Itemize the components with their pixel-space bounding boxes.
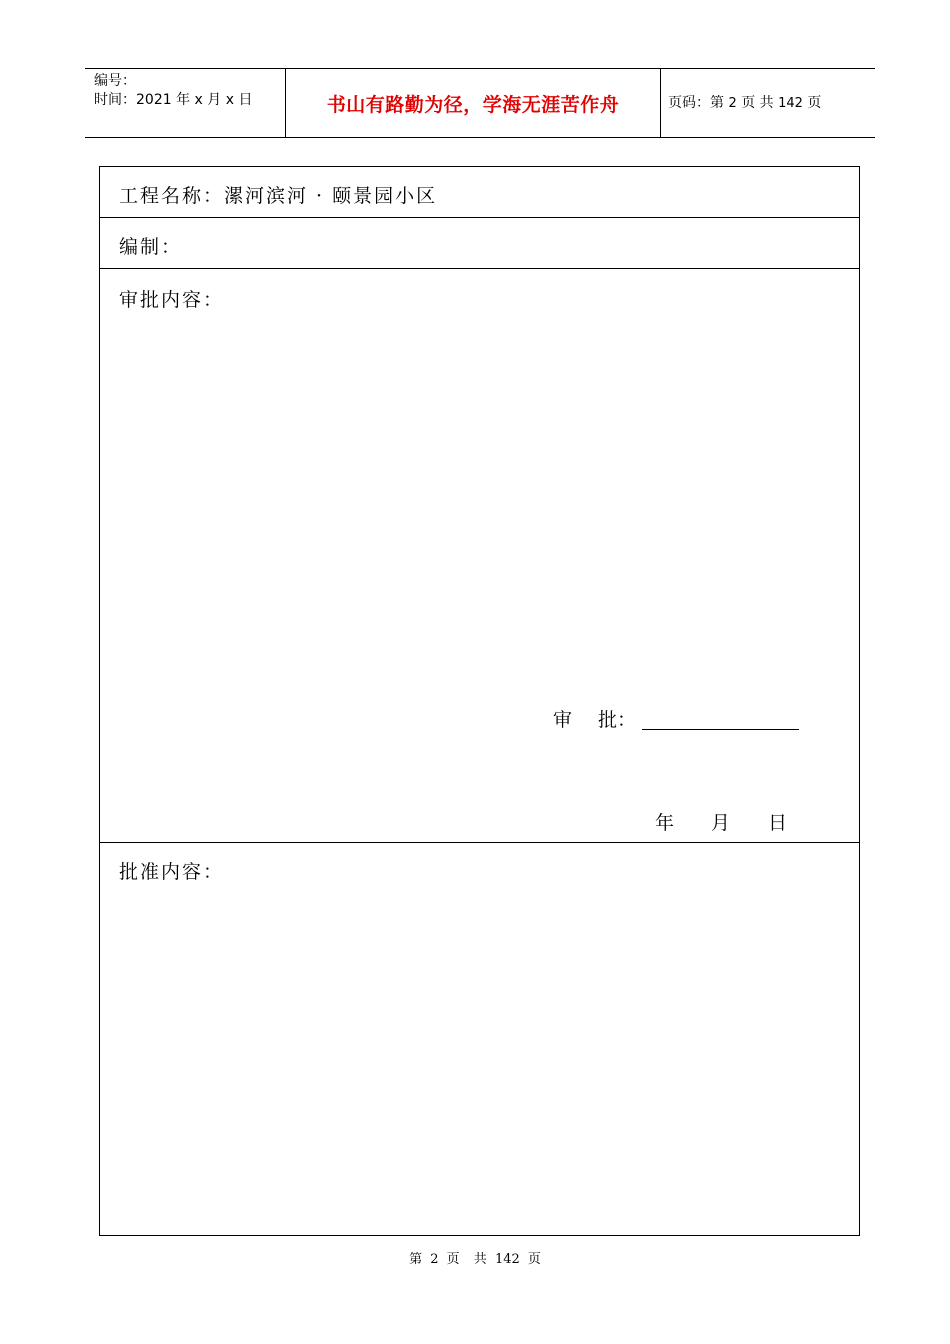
approval-form xyxy=(99,166,860,1236)
review-signature-label xyxy=(553,705,636,732)
page-total: 142 xyxy=(778,95,803,111)
page-number: 2 xyxy=(728,95,737,111)
review-content-label: 审批内容： xyxy=(119,289,225,311)
page-suffix: 页 xyxy=(807,94,822,111)
page-indicator xyxy=(660,94,821,113)
project-name-label: 工程名称：漯河滨河 · 颐景园小区 xyxy=(119,185,438,207)
footer-text-a: 第 xyxy=(409,1252,423,1267)
compiled-label: 编制： xyxy=(119,236,183,258)
date-year-label: 年 xyxy=(655,812,675,834)
number-label: 编号： xyxy=(94,73,136,89)
date-day-label: 日 xyxy=(768,812,788,834)
motto-text: 书山有路勤为径，学海无涯苦作舟 xyxy=(326,93,620,116)
compiled-row xyxy=(100,218,859,269)
project-row xyxy=(100,167,859,218)
footer-page: 2 xyxy=(430,1252,439,1267)
page-footer xyxy=(0,1248,950,1267)
header-motto-cell xyxy=(285,69,661,137)
footer-text-c: 共 xyxy=(473,1252,487,1267)
approve-content-label: 批准内容： xyxy=(119,861,225,883)
footer-text-b: 页 xyxy=(446,1252,460,1267)
header-left-cell xyxy=(85,69,285,137)
footer-total: 142 xyxy=(494,1252,520,1267)
page-prefix: 页码：第 xyxy=(668,94,724,111)
approve-row xyxy=(100,843,859,1235)
signature-line[interactable] xyxy=(642,729,799,730)
page-mid: 页 共 xyxy=(741,94,774,111)
review-sign-b: 批： xyxy=(598,709,637,731)
header-page-cell xyxy=(660,69,875,137)
review-sign-a: 审 xyxy=(553,709,573,731)
time-text: 时间：2021 年 x 月 x 日 xyxy=(94,92,253,108)
page-header xyxy=(85,68,875,138)
review-row xyxy=(100,269,859,843)
date-month-label: 月 xyxy=(711,812,731,834)
footer-text-d: 页 xyxy=(527,1252,541,1267)
